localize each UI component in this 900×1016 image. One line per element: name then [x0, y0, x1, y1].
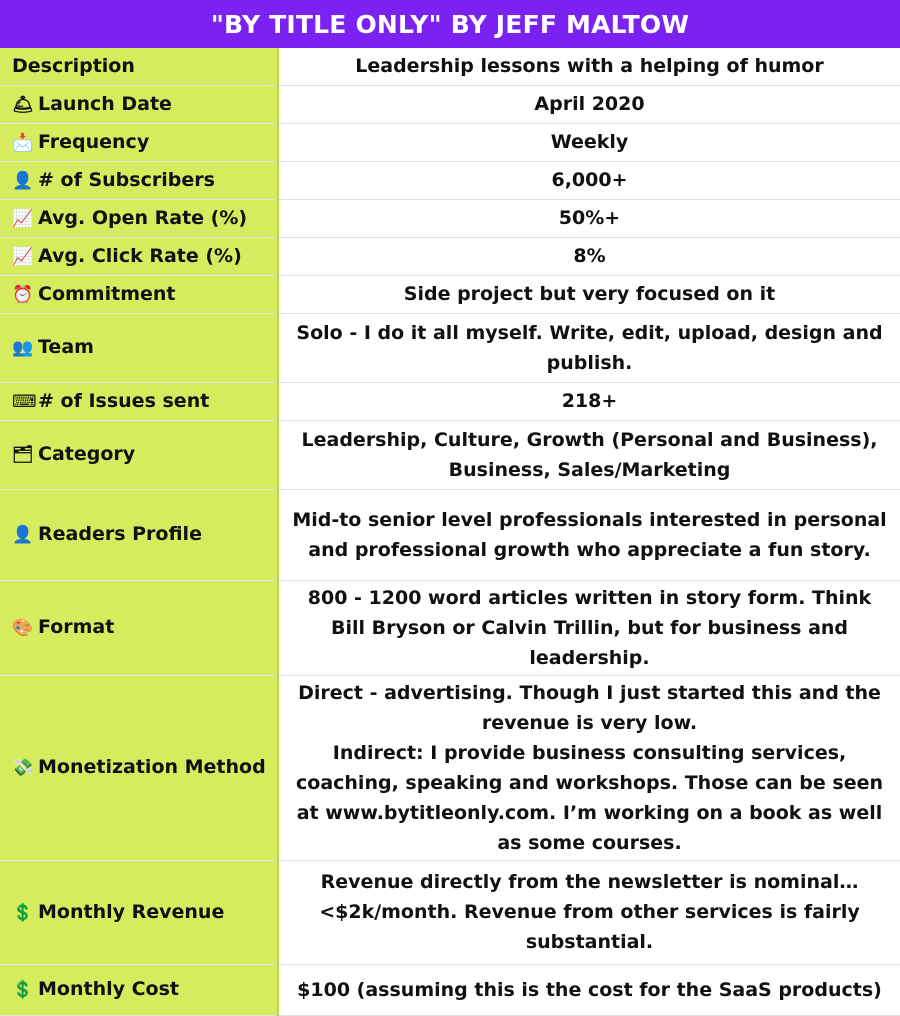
row-value-cell: [278, 199, 900, 237]
row-value-cell: [278, 161, 900, 199]
row-value-cell: [278, 237, 900, 275]
row-label-cell: [0, 420, 278, 489]
row-label: Launch Date: [38, 92, 172, 115]
row-label-cell: [0, 85, 278, 123]
row-value: April 2020: [534, 93, 645, 115]
table-row: [0, 85, 900, 123]
row-value: 800 - 1200 word articles written in story form. Think Bill Bryson or Calvin Trillin, but for business and leadership.: [307, 586, 872, 669]
row-value-cell: [278, 675, 900, 860]
row-value-cell: [278, 48, 900, 85]
row-label-cell: [0, 123, 278, 161]
profile-table: [0, 48, 900, 1016]
table-row: [0, 123, 900, 161]
table-row: [0, 48, 900, 85]
row-value: Side project but very focused on it: [403, 283, 776, 305]
row-label: Frequency: [38, 130, 150, 153]
row-value: 6,000+: [551, 169, 628, 191]
row-value-cell: [278, 580, 900, 675]
row-label-cell: [0, 860, 278, 964]
table-row: [0, 489, 900, 580]
chart-up-icon: 📈: [12, 246, 34, 267]
row-label: Monetization Method: [38, 756, 266, 778]
dollar-icon: 💲: [12, 980, 34, 1000]
bell-icon: 🛎: [12, 94, 34, 115]
row-value: 50%+: [558, 207, 621, 229]
row-value: 218+: [561, 390, 618, 412]
row-value-cell: [278, 420, 900, 489]
row-value: Mid-to senior level professionals interested in personal and professional growth who appreciate a fun story.: [292, 508, 887, 561]
person-icon: 👤: [12, 170, 34, 191]
row-value: Weekly: [550, 131, 629, 153]
alarm-clock-icon: ⏰: [12, 284, 34, 305]
row-label-cell: [0, 382, 278, 420]
row-label-cell: [0, 237, 278, 275]
row-label: Category: [38, 443, 136, 465]
row-value: Leadership lessons with a helping of humor: [355, 55, 824, 78]
table-row: [0, 675, 900, 860]
row-value-cell: [278, 489, 900, 580]
row-label: Format: [38, 616, 115, 638]
folder-icon: 🗂: [12, 445, 34, 465]
row-label: Monthly Cost: [38, 978, 179, 1000]
row-label-cell: [0, 275, 278, 313]
palette-icon: 🎨: [12, 618, 34, 638]
row-label-cell: [0, 199, 278, 237]
row-value: Leadership, Culture, Growth (Personal and Business), Business, Sales/Marketing: [301, 428, 878, 481]
row-value-cell: [278, 275, 900, 313]
dollar-icon: 💲: [12, 902, 34, 923]
row-label-cell: [0, 489, 278, 580]
row-label: Description: [12, 55, 135, 78]
row-label-cell: [0, 964, 278, 1015]
row-value-line: Indirect: I provide business consulting services, coaching, speaking and workshops. Those can be seen at www.bytitleonly.com. I’m working on a book as well as some courses.: [296, 741, 883, 854]
row-label-cell: [0, 675, 278, 860]
row-value-cell: [278, 85, 900, 123]
row-label: Readers Profile: [38, 523, 202, 545]
table-row: [0, 580, 900, 675]
row-label-cell: [0, 313, 278, 382]
table-row: [0, 420, 900, 489]
money-wings-icon: 💸: [12, 758, 34, 778]
keyboard-icon: ⌨: [12, 391, 37, 412]
row-value: $100 (assuming this is the cost for the SaaS products): [297, 978, 882, 1001]
row-label: Commitment: [38, 282, 176, 305]
row-label: Monthly Revenue: [38, 900, 225, 923]
row-value-cell: [278, 860, 900, 964]
row-label-cell: [0, 580, 278, 675]
row-value-cell: [278, 382, 900, 420]
row-label-cell: [0, 48, 278, 85]
table-row: [0, 860, 900, 964]
chart-up-icon: 📈: [12, 208, 34, 229]
row-label: # of Subscribers: [38, 168, 215, 191]
row-value-cell: [278, 964, 900, 1015]
table-row: [0, 275, 900, 313]
page-title: "BY TITLE ONLY" BY JEFF MALTOW: [0, 0, 900, 48]
row-label: Team: [38, 336, 94, 358]
row-value: Solo - I do it all myself. Write, edit, upload, design and publish.: [296, 321, 883, 374]
table-row: [0, 161, 900, 199]
row-value: 8%: [573, 245, 606, 267]
person-icon: 👤: [12, 525, 34, 545]
table-row: [0, 199, 900, 237]
table-row: [0, 313, 900, 382]
envelope-icon: 📩: [12, 132, 34, 153]
row-value-cell: [278, 123, 900, 161]
row-value-line: Direct - advertising. Though I just started this and the revenue is very low.: [298, 681, 881, 734]
row-label: Avg. Open Rate (%): [38, 206, 248, 229]
row-value: Revenue directly from the newsletter is nominal… <$2k/month. Revenue from other services is fairly substantial.: [319, 871, 860, 953]
table-row: [0, 382, 900, 420]
table-row: [0, 964, 900, 1015]
row-value-cell: [278, 313, 900, 382]
row-label-cell: [0, 161, 278, 199]
row-label: Avg. Click Rate (%): [38, 244, 242, 267]
people-icon: 👥: [12, 338, 34, 358]
row-label: # of Issues sent: [38, 389, 210, 412]
table-row: [0, 237, 900, 275]
